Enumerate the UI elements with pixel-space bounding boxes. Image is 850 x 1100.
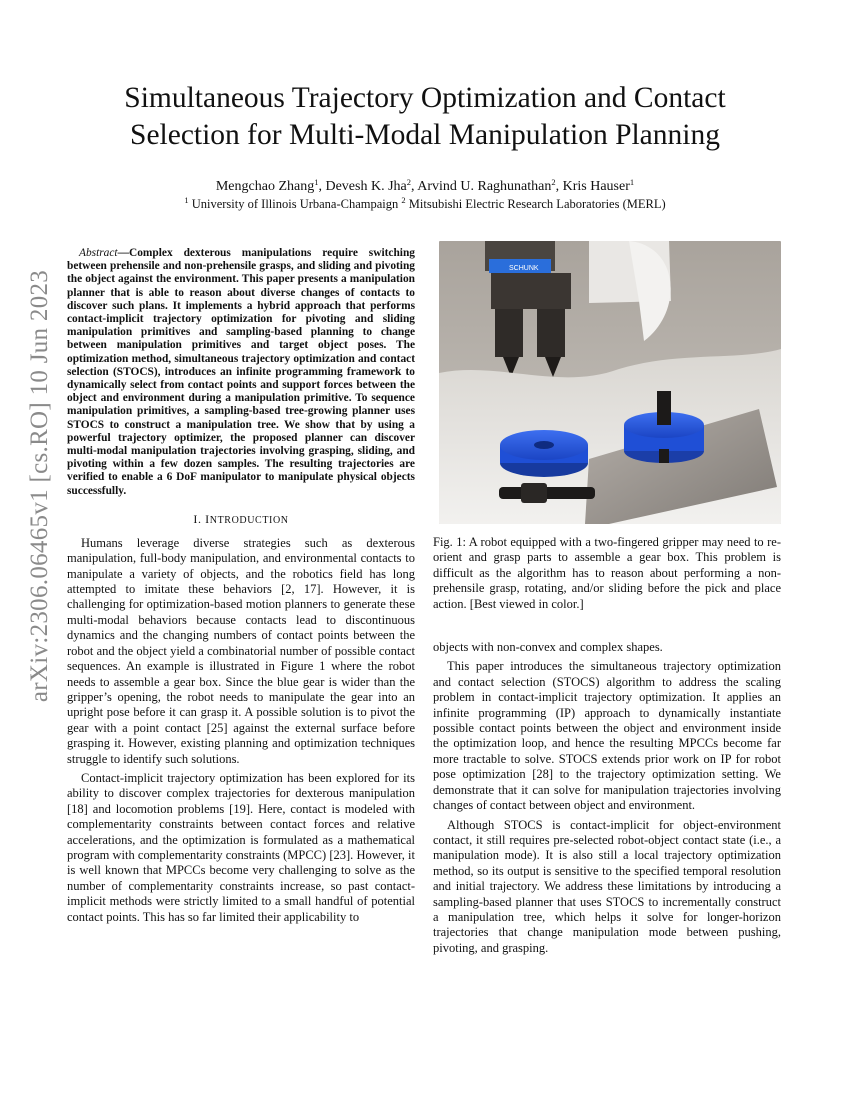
author-name: Devesh K. Jha (325, 179, 407, 194)
section-numeral: I. (193, 511, 206, 526)
body-paragraph: Although STOCS is contact-implicit for object-environment contact, it still requires pre-selected robot-object contact state (i.e., a manipulation mode). It is also still a local trajectory optimization method, so its output is sensitive to the specified temporal resolution and initial trajectory. We address these limitations by introducing a sampling-based planner that uses STOCS to incrementally construct a manipulation tree, which helps it solve for longer-horizon trajectories that change manipulation mode between pushing, pivoting, and grasping. (433, 817, 781, 955)
body-paragraph: Humans leverage diverse strategies such as dexterous manipulation, full-body manipulation, and environmental contacts to manipulate a variety of objects, and the robotics field has long attempted to imitate these behaviors [2, 17]. However, it is challenging for optimization-based motion planners to generate these multi-modal behaviors because contacts lead to discontinuous dynamics and the changing numbers of contact points between the robot and the object yield a combinatorial number of possible contact sequences. An example is illustrated in Figure 1 where the robot needs to assemble a gear box. Since the blue gear is wider than the gripper’s opening, the robot needs to manipulate the gear into an upright pose before it can grasp it. A possible solution is to pivot the gear with a point contact [25] against the external surface before grasping it. However, existing planning and optimization techniques struggle to identify such solutions. (67, 535, 415, 766)
author-separator: , (555, 179, 563, 194)
author-affiliation-marker: 1 (629, 177, 635, 187)
affiliation-marker: 1 (184, 195, 189, 205)
affiliation-list (60, 196, 790, 212)
figure-caption: Fig. 1: A robot equipped with a two-fingered gripper may need to re-orient and grasp parts to assemble a gear box. This problem is difficult as the algorithm has to reason about performing a non-prehensile grasp, rotating, and/or sliding before the pick and place action. [Best viewed in color.] (433, 535, 781, 611)
left-column (67, 247, 415, 929)
author-affiliation-marker: 2 (406, 177, 411, 187)
author-separator: , (410, 179, 418, 194)
title-line-1: Simultaneous Trajectory Optimization and Contact (124, 82, 726, 114)
gripper-brand-label: SCHUNK (509, 265, 539, 272)
arxiv-identifier-text[interactable]: arXiv:2306.06465v1 [cs.RO] 10 Jun 2023 (26, 269, 54, 703)
body-paragraph-continued: objects with non-convex and complex shapes. (433, 640, 663, 655)
paper-title (60, 80, 790, 154)
arxiv-identifier-sidebar (14, 269, 66, 703)
author-name: Mengchao Zhang (215, 179, 315, 194)
author-separator: , (318, 179, 326, 194)
section-title-initial: I (205, 511, 210, 526)
abstract-text: Complex dexterous manipulations require switching between prehensile and non-prehensile grasps, and sliding and pivoting the object against the environment. This paper presents a manipulation planner that is able to reason about diverse changes of contacts to discover such plans. It implements a hybrid approach that performs contact-implicit trajectory optimization for pivoting and sliding manipulation primitives and sampling-based planning to change between manipulation primitives and target object poses. The optimization method, simultaneous trajectory optimization and contact selection (STOCS), introduces an infinite programming framework to dynamically select from contact points and support forces between the object and environment during a manipulation primitive. To sequence manipulation primitives, a sampling-based tree-growing planner uses STOCS to construct a manipulation tree. We show that by using a powerful trajectory optimizer, the proposed planner can discover multi-modal manipulation trajectories involving grasping, sliding, and pivoting within a few dozen samples. The resulting trajectories are verified to enable a 6 DoF manipulator to manipulate physical objects successfully. (67, 247, 415, 497)
author-name: Kris Hauser (562, 179, 630, 194)
affiliation-name: University of Illinois Urbana-Champaign (188, 197, 402, 211)
abstract (67, 247, 415, 498)
author-list (60, 178, 790, 195)
author-affiliation-marker: 2 (551, 177, 556, 187)
author-name: Arvind U. Raghunathan (417, 179, 552, 194)
figure-robot-gear-photo (439, 241, 781, 524)
title-line-2: Selection for Multi-Modal Manipulation Planning (130, 119, 720, 151)
right-column (433, 241, 781, 960)
author-affiliation-marker: 1 (314, 177, 319, 187)
affiliation-name: Mitsubishi Electric Research Laboratories (MERL) (405, 197, 666, 211)
robot-gear-illustration (439, 241, 781, 524)
section-heading-introduction (67, 512, 415, 527)
abstract-dash: — (117, 247, 129, 259)
abstract-label: Abstract (79, 247, 118, 259)
body-paragraph: Contact-implicit trajectory optimization has been explored for its ability to discover complex trajectories for dexterous manipulation [18] and locomotion problems [19]. Here, contact is modeled with complementarity constraints between contact forces and relative accelerations, and the optimization is formulated as a mathematical program with complementarity constraints (MPCC) [23]. However, it is well known that MPCCs become very challenging to solve as the number of complementarity constraints increase, so past contact-implicit methods were strictly limited to a small handful of potential contact points. This has so far limited their applicability to (67, 770, 415, 924)
affiliation-marker: 2 (401, 195, 406, 205)
body-paragraph: This paper introduces the simultaneous trajectory optimization and contact selection (STOCS) algorithm to address the scaling problem in contact-implicit trajectory optimization. It applies an infinite programming (IP) approach to dynamically instantiate possible contact points between the object and environment inside the optimization loop, and hence the resulting MPCCs become far more tractable to solve. STOCS extends prior work on IP for robot pose optimization [28] to the trajectory optimization setting. We demonstrate that it can solve for manipulation trajectories involving changes of contact between object and environment. (433, 659, 781, 813)
section-title-rest: NTRODUCTION (209, 514, 289, 526)
